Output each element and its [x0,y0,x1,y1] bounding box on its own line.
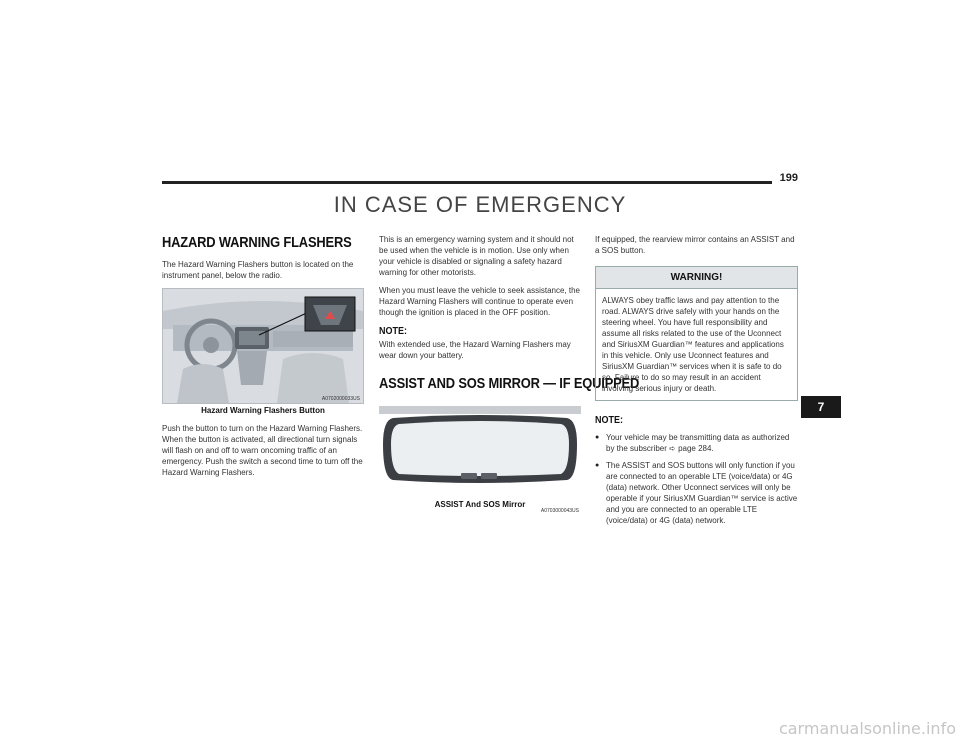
figure-code: A0703000043US [540,508,579,514]
warning-body [596,289,797,400]
header-rule [162,181,772,184]
hazard-intro: The Hazard Warning Flashers button is located on the instrument panel, below the radio. [162,260,354,280]
warning-title: WARNING! [596,267,797,289]
note-heading: NOTE: [379,326,407,337]
chapter-title: IN CASE OF EMERGENCY [333,192,627,217]
hazard-paragraph: When you must leave the vehicle to seek assistance, the Hazard Warning Flashers will continue to operate even though the ignition is placed in the OFF position. [379,286,580,317]
figure-caption: Hazard Warning Flashers Button [201,406,325,415]
chapter-tab: 7 [801,396,841,418]
page-number: 199 [779,172,798,184]
rearview-mirror-illustration [379,400,581,510]
section-heading-mirror: ASSIST AND SOS MIRROR — IF EQUIPPED [379,375,640,392]
column-left [162,234,364,485]
column-right [595,234,798,532]
list-item: ● The ASSIST and SOS buttons will only function if you are connected to an operable LTE (voice/data) or 4G (data) network. Other Uconnect services will only be operable if your SiriusXM Guardian™ service is active and you are connected to an operable LTE (voice/data) or 4G (data) network. [595,460,798,526]
note-heading: NOTE: [595,415,623,426]
hazard-paragraph: Push the button to turn on the Hazard Warning Flashers. When the button is activated, all directional turn signals will flash on and off to warn oncoming traffic of an emergency. Push the switch a second time to turn off the Hazard Warning Flashers. [162,424,363,477]
section-heading-hazard: HAZARD WARNING FLASHERS [162,234,352,251]
figure-caption: ASSIST And SOS Mirror [434,500,526,509]
note-list [595,432,798,526]
figure-code: A0702000033US [321,396,360,402]
note-text: With extended use, the Hazard Warning Flashers may wear down your battery. [379,340,571,360]
dashboard-illustration [163,289,363,403]
column-middle [379,234,640,518]
mirror-intro: If equipped, the rearview mirror contains an ASSIST and a SOS button. [595,235,795,255]
watermark: carmanualsonline.info [778,719,956,738]
warning-text: ALWAYS obey traffic laws and pay attention to the road. ALWAYS drive safely with your hands on the steering wheel. You have full responsibility and assume all risks related to the use of the Uconnect and SiriusXM Guardian™ features and applications in this vehicle. Only use Uconnect features and SiriusXM Guardian™ services when it is safe to do so. Failure to do so may result in an accident involving serious injury or death. [602,296,784,393]
list-item: ● Your vehicle may be transmitting data as authorized by the subscriber ➪ page 284. [595,432,798,454]
hazard-flashers-figure [162,288,364,404]
hazard-paragraph: This is an emergency warning system and it should not be used when the vehicle is in motion. Use only when your vehicle is disabled or signaling a safety hazard warning for other motorists. [379,235,574,277]
warning-box [595,266,798,401]
